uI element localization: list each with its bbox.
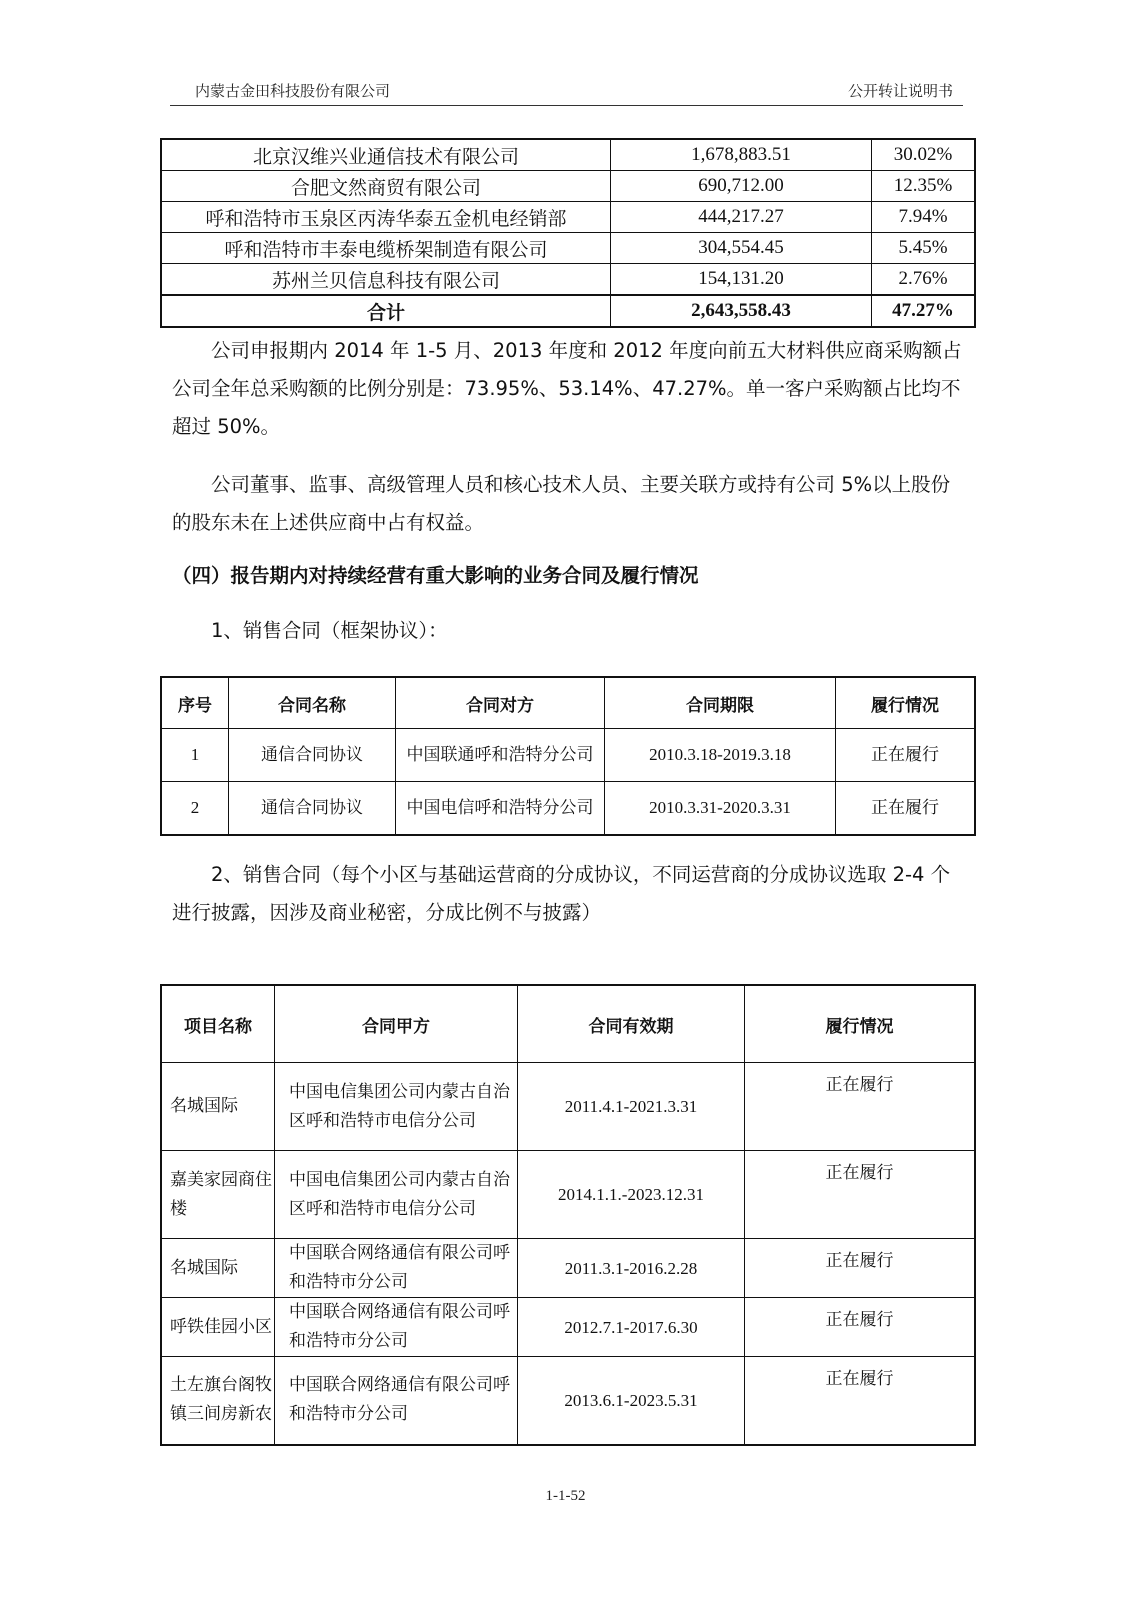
table-row (161, 1239, 975, 1298)
table-row (161, 264, 975, 296)
col-header-party-a: 合同甲方 (275, 985, 518, 1063)
table-row (161, 1063, 975, 1151)
supplier-pct: 7.94% (872, 202, 976, 233)
cell-no: 1 (161, 729, 229, 782)
paragraph-procurement-ratio: 公司申报期内 2014 年 1-5 月、2013 年度和 2012 年度向前五大材料供应商采购额占公司全年总采购额的比例分别是：73.95%、53.14%、47.27%。单一客户采购额占比均不超过 50%。 (172, 339, 962, 438)
cell-name: 通信合同协议 (229, 729, 396, 782)
cell-status: 正在履行 (836, 729, 976, 782)
cell-status: 正在履行 (745, 1239, 976, 1298)
cell-project: 呼铁佳园小区 (161, 1298, 275, 1357)
supplier-amount: 304,554.45 (611, 233, 872, 264)
table-header-row (161, 985, 975, 1063)
cell-party-a: 中国联合网络通信有限公司呼和浩特市分公司 (275, 1298, 518, 1357)
page-number: 1-1-52 (545, 1488, 586, 1504)
total-amount: 2,643,558.43 (611, 295, 872, 327)
cell-validity: 2013.6.1-2023.5.31 (518, 1357, 745, 1445)
supplier-amount: 690,712.00 (611, 171, 872, 202)
cell-status: 正在履行 (745, 1151, 976, 1239)
table-row (161, 782, 975, 836)
supplier-name: 北京汉维兴业通信技术有限公司 (161, 139, 611, 171)
col-header-status: 履行情况 (836, 677, 976, 729)
table-row (161, 202, 975, 233)
col-header-period: 合同期限 (605, 677, 836, 729)
subheading-sales-framework: 1、销售合同（框架协议）： (211, 619, 448, 642)
contract-table (160, 676, 976, 836)
cell-validity: 2014.1.1.-2023.12.31 (518, 1151, 745, 1239)
col-header-project: 项目名称 (161, 985, 275, 1063)
table-row (161, 1151, 975, 1239)
cell-no: 2 (161, 782, 229, 836)
table-row (161, 1298, 975, 1357)
cell-validity: 2011.4.1-2021.3.31 (518, 1063, 745, 1151)
cell-party-a: 中国联合网络通信有限公司呼和浩特市分公司 (275, 1239, 518, 1298)
table-row (161, 1357, 975, 1445)
cell-project: 名城国际 (161, 1063, 275, 1151)
cell-party-a: 中国电信集团公司内蒙古自治区呼和浩特市电信分公司 (275, 1151, 518, 1239)
supplier-pct: 12.35% (872, 171, 976, 202)
cell-project: 土左旗台阁牧镇三间房新农 (161, 1357, 275, 1445)
cell-period: 2010.3.18-2019.3.18 (605, 729, 836, 782)
table-header-row (161, 677, 975, 729)
total-pct: 47.27% (872, 295, 976, 327)
cell-project: 嘉美家园商住楼 (161, 1151, 275, 1239)
supplier-name: 合肥文然商贸有限公司 (161, 171, 611, 202)
subheading-sales-revenue-share: 2、销售合同（每个小区与基础运营商的分成协议，不同运营商的分成协议选取 2-4 个进行披露，因涉及商业秘密，分成比例不与披露） (172, 863, 951, 924)
supplier-amount: 1,678,883.51 (611, 139, 872, 171)
cell-party-a: 中国联合网络通信有限公司呼和浩特市分公司 (275, 1357, 518, 1445)
total-label: 合计 (161, 295, 611, 327)
paragraph-related-parties: 公司董事、监事、高级管理人员和核心技术人员、主要关联方或持有公司 5%以上股份的股东未在上述供应商中占有权益。 (172, 473, 951, 534)
supplier-pct: 5.45% (872, 233, 976, 264)
cell-project: 名城国际 (161, 1239, 275, 1298)
cell-party: 中国电信呼和浩特分公司 (396, 782, 605, 836)
cell-validity: 2012.7.1-2017.6.30 (518, 1298, 745, 1357)
col-header-name: 合同名称 (229, 677, 396, 729)
cell-party: 中国联通呼和浩特分公司 (396, 729, 605, 782)
cell-status: 正在履行 (745, 1063, 976, 1151)
total-row (161, 295, 975, 327)
table-row (161, 171, 975, 202)
supplier-table (160, 138, 976, 328)
col-header-status: 履行情况 (745, 985, 976, 1063)
col-header-validity: 合同有效期 (518, 985, 745, 1063)
cell-status: 正在履行 (745, 1298, 976, 1357)
cell-validity: 2011.3.1-2016.2.28 (518, 1239, 745, 1298)
cell-period: 2010.3.31-2020.3.31 (605, 782, 836, 836)
supplier-pct: 30.02% (872, 139, 976, 171)
section-heading: （四）报告期内对持续经营有重大影响的业务合同及履行情况 (172, 564, 699, 587)
table-row (161, 233, 975, 264)
supplier-name: 呼和浩特市玉泉区丙涛华泰五金机电经销部 (161, 202, 611, 233)
cell-party-a: 中国电信集团公司内蒙古自治区呼和浩特市电信分公司 (275, 1063, 518, 1151)
table-row (161, 729, 975, 782)
header-doc-title: 公开转让说明书 (847, 82, 953, 100)
supplier-name: 呼和浩特市丰泰电缆桥架制造有限公司 (161, 233, 611, 264)
header-company: 内蒙古金田科技股份有限公司 (195, 82, 391, 100)
supplier-pct: 2.76% (872, 264, 976, 296)
cell-status: 正在履行 (745, 1357, 976, 1445)
supplier-name: 苏州兰贝信息科技有限公司 (161, 264, 611, 296)
supplier-amount: 444,217.27 (611, 202, 872, 233)
cell-name: 通信合同协议 (229, 782, 396, 836)
project-table (160, 984, 976, 1446)
table-row (161, 139, 975, 171)
col-header-no: 序号 (161, 677, 229, 729)
cell-status: 正在履行 (836, 782, 976, 836)
col-header-party: 合同对方 (396, 677, 605, 729)
supplier-amount: 154,131.20 (611, 264, 872, 296)
header-divider (170, 105, 963, 106)
